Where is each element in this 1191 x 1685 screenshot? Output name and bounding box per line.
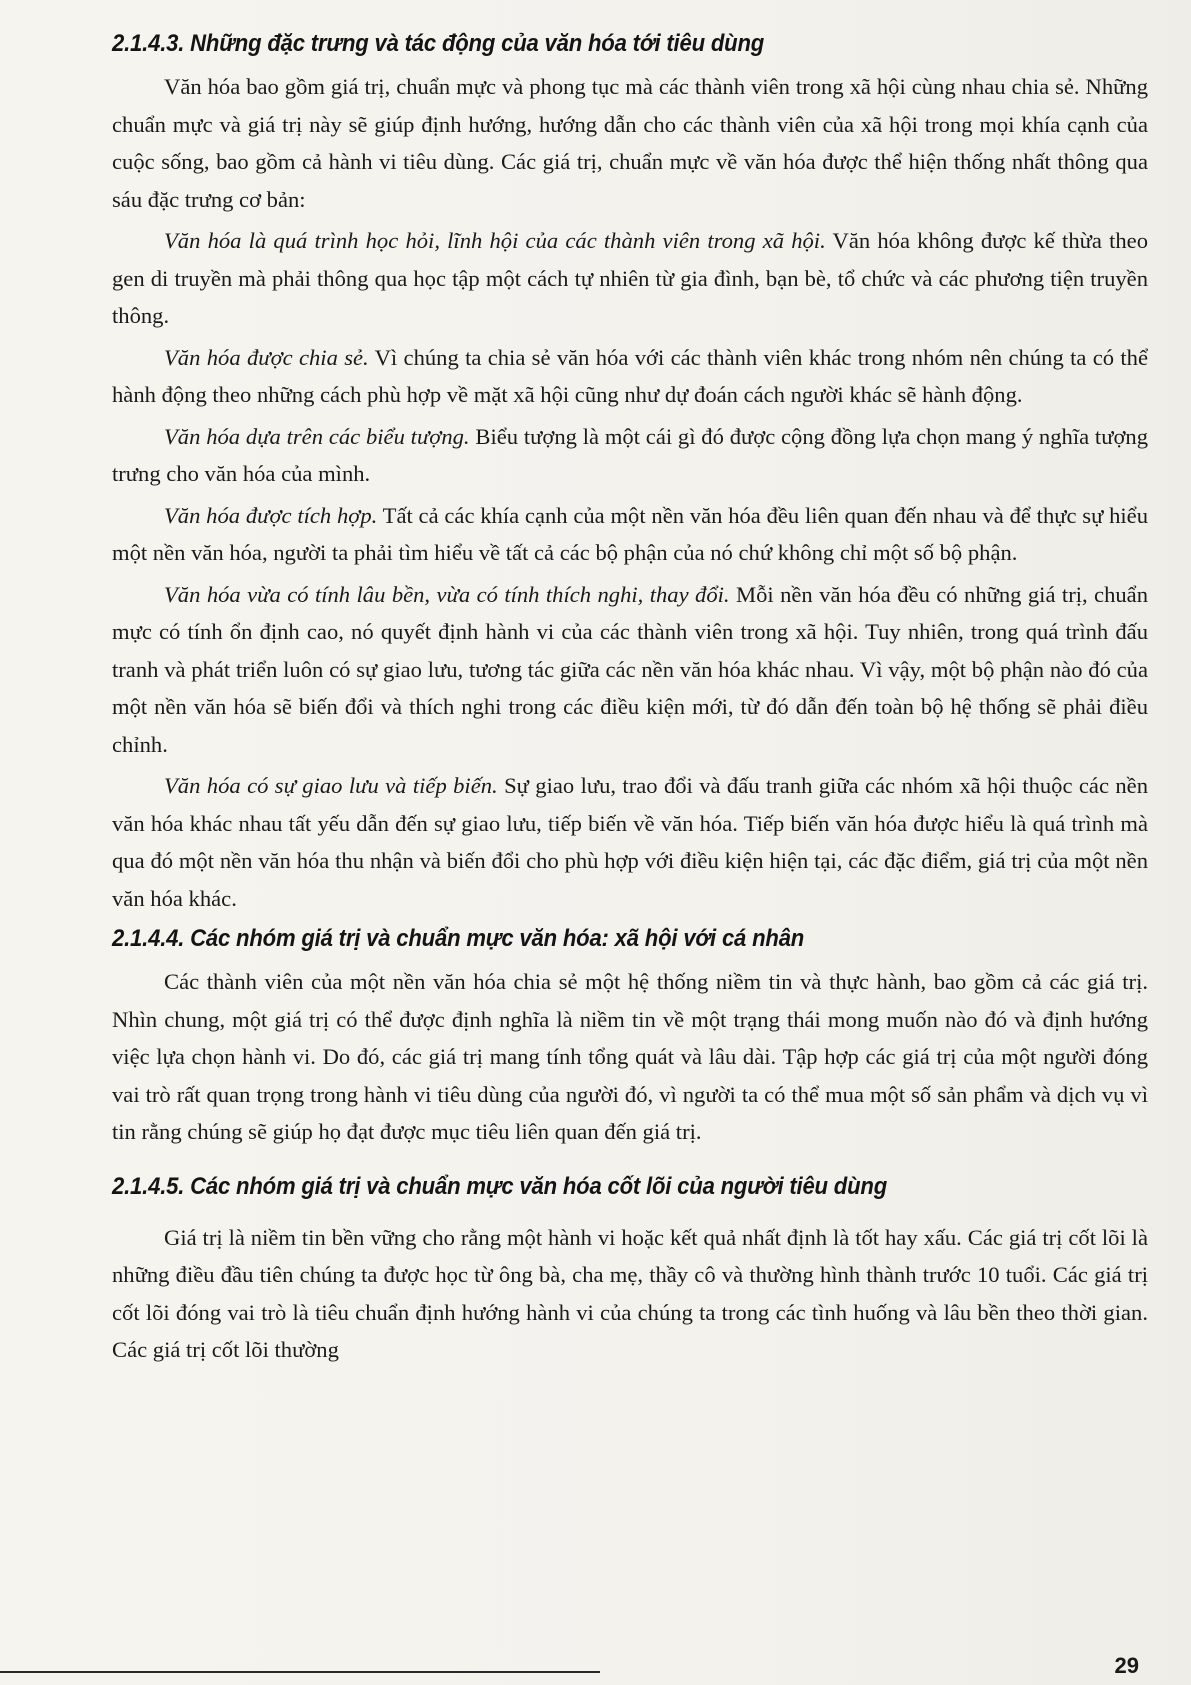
page-content	[112, 22, 1148, 1369]
trait-title: Văn hóa là quá trình học hỏi, lĩnh hội của các thành viên trong xã hội.	[164, 228, 826, 253]
paragraph-trait-learning	[112, 222, 1148, 335]
footer-rule	[0, 1671, 600, 1673]
trait-body: Tất cả các khía cạnh của một nền văn hóa đều liên quan đến nhau và để thực sự hiểu một nền văn hóa, người ta phải tìm hiểu về tất cả các bộ phận của nó chứ không chỉ một số bộ phận.	[112, 502, 1149, 565]
paragraph-trait-shared	[112, 339, 1148, 414]
paragraph-trait-symbols	[112, 418, 1148, 493]
trait-body: Biểu tượng là một cái gì đó được cộng đồng lựa chọn mang ý nghĩa tượng trưng cho văn hóa của mình.	[112, 423, 1148, 486]
trait-body: Sự giao lưu, trao đổi và đấu tranh giữa các nhóm xã hội thuộc các nền văn hóa khác nhau tất yếu dẫn đến sự giao lưu, tiếp biến về văn hóa. Tiếp biến văn hóa được hiểu là quá trình mà qua đó một nền văn hóa thu nhận và biến đổi cho phù hợp với điều kiện hiện tại, các đặc điểm, giá trị của một nền văn hóa khác.	[112, 773, 1149, 911]
paragraph-trait-integrated	[112, 497, 1148, 572]
trait-body: Mỗi nền văn hóa đều có những giá trị, chuẩn mực có tính ổn định cao, nó quyết định hành vi của các thành viên trong xã hội. Tuy nhiên, trong quá trình đấu tranh và phát triển luôn có sự giao lưu, tương tác giữa các nền văn hóa khác nhau. Vì vậy, một bộ phận nào đó của một nền văn hóa sẽ biến đổi và thích nghi trong các điều kiện mới, từ đó dẫn đến toàn bộ hệ thống sẽ phải điều chỉnh.	[112, 581, 1149, 757]
trait-body: Vì chúng ta chia sẻ văn hóa với các thành viên khác trong nhóm nên chúng ta có thể hành động theo những cách phù hợp về mặt xã hội cũng như dự đoán cách người khác sẽ hành động.	[112, 344, 1148, 407]
page-number: 29	[1114, 1653, 1139, 1678]
paragraph-values-social-individual: Các thành viên của một nền văn hóa chia sẻ một hệ thống niềm tin và thực hành, bao gồm cả các giá trị. Nhìn chung, một giá trị có thể được định nghĩa là niềm tin về một trạng thái mong muốn nào đó và định hướng việc lựa chọn hành vi. Do đó, các giá trị mang tính tổng quát và lâu dài. Tập hợp các giá trị của một người đóng vai trò rất quan trọng trong hành vi tiêu dùng của người đó, vì người ta có thể mua một số sản phẩm và dịch vụ vì tin rằng chúng sẽ giúp họ đạt được mục tiêu liên quan đến giá trị.	[112, 969, 1148, 1144]
section-heading-2-1-4-3: 2.1.4.3. Những đặc trưng và tác động của văn hóa tới tiêu dùng	[112, 30, 765, 57]
trait-title: Văn hóa vừa có tính lâu bền, vừa có tính thích nghi, thay đổi.	[164, 581, 730, 607]
trait-title: Văn hóa dựa trên các biểu tượng.	[164, 423, 470, 449]
paragraph-intro: Văn hóa bao gồm giá trị, chuẩn mực và phong tục mà các thành viên trong xã hội cùng nhau chia sẻ. Những chuẩn mực và giá trị này sẽ giúp định hướng, hướng dẫn cho các thành viên của xã hội trong mọi khía cạnh của cuộc sống, bao gồm cả hành vi tiêu dùng. Các giá trị, chuẩn mực về văn hóa được thể hiện thống nhất thông qua sáu đặc trưng cơ bản:	[112, 74, 1148, 212]
trait-title: Văn hóa có sự giao lưu và tiếp biến.	[164, 773, 498, 798]
trait-title: Văn hóa được tích hợp.	[164, 502, 378, 528]
trait-body: Văn hóa không được kế thừa theo gen di truyền mà phải thông qua học tập một cách tự nhiên từ gia đình, bạn bè, tổ chức và các phương tiện truyền thông.	[112, 228, 1148, 328]
section-heading-2-1-4-5: 2.1.4.5. Các nhóm giá trị và chuẩn mực văn hóa cốt lõi của người tiêu dùng	[112, 1172, 888, 1200]
paragraph-core-values: Giá trị là niềm tin bền vững cho rằng một hành vi hoặc kết quả nhất định là tốt hay xấu. Các giá trị cốt lõi là những điều đầu tiên chúng ta được học từ ông bà, cha mẹ, thầy cô và thường hình thành trước 10 tuổi. Các giá trị cốt lõi đóng vai trò là tiêu chuẩn định hướng hành vi của chúng ta trong các tình huống và lâu bền theo thời gian. Các giá trị cốt lõi thường	[112, 1224, 1148, 1362]
trait-title: Văn hóa được chia sẻ.	[164, 344, 369, 370]
paragraph-trait-durable-adaptive	[112, 576, 1148, 764]
section-heading-2-1-4-4: 2.1.4.4. Các nhóm giá trị và chuẩn mực văn hóa: xã hội với cá nhân	[112, 925, 805, 952]
paragraph-trait-acculturation	[112, 767, 1148, 917]
